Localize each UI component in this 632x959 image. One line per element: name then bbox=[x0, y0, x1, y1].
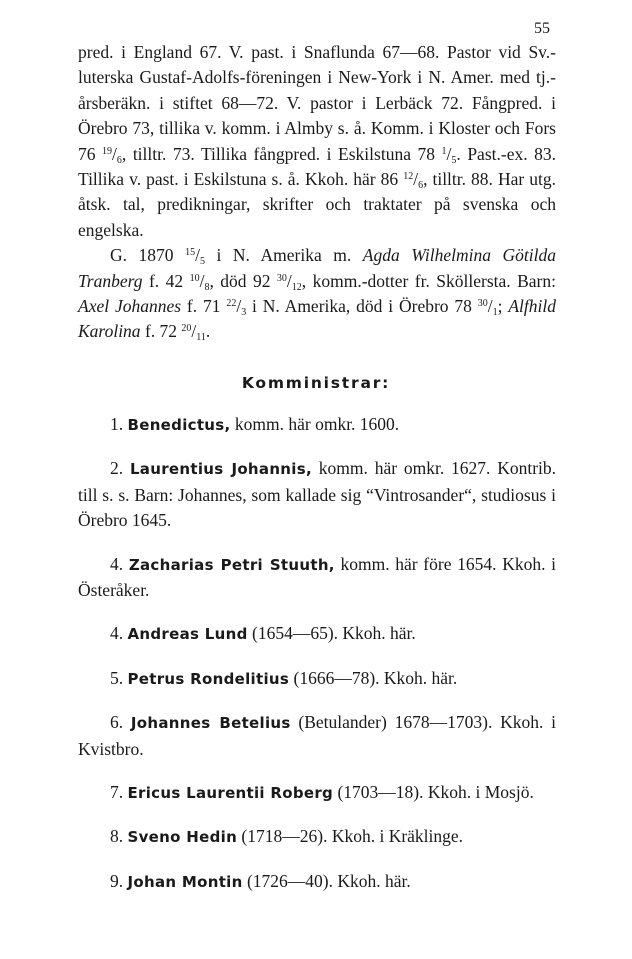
list-item: 4. Andreas Lund (1654—65). Kkoh. här. bbox=[110, 623, 416, 644]
person-name: Johan Montin bbox=[127, 872, 243, 891]
list-item: 6. Johannes Betelius (Betulander) 1678—1703). Kkoh. i Kvistbro. bbox=[78, 712, 556, 759]
section-heading: Komministrar: bbox=[241, 374, 391, 392]
person-name: Laurentius Johannis, bbox=[129, 460, 312, 479]
person-name: Johannes Betelius bbox=[130, 714, 291, 733]
biography-text bbox=[78, 40, 556, 345]
child-name: Alfhild Karolina bbox=[78, 296, 556, 342]
person-name: Petrus Rondelitius bbox=[127, 669, 290, 688]
person-name: Andreas Lund bbox=[127, 625, 248, 644]
biography-paragraph-family: G. 1870 $^{15}/_5$ i N. Amerika m. Agda Wilhelmina Götilda Tranberg f. 42 $^{10}/_8$, död 92 $^{30}/_{12}$, komm.-dotter fr. Sköllersta. Barn: Axel Johannes f. 71 $^{22}/_3$ i N. Amerika, död i Örebro 78 $^{30}/_1$; Alfhild Karolina f. 72 $^{20}/_{11}$. bbox=[78, 245, 557, 344]
list-item: 2. Laurentius Johannis, komm. här omkr. 1627. Kontrib. till s. s. Barn: Johannes, som kallade sig “Vintrosander“, studiosus i Örebro 1645. bbox=[78, 458, 557, 531]
list-item: 9. Johan Montin (1726—40). Kkoh. här. bbox=[110, 870, 411, 891]
list-item: 8. Sveno Hedin (1718—26). Kkoh. i Kräklinge. bbox=[110, 826, 464, 847]
list-item: 1. Benedictus, komm. här omkr. 1600. bbox=[110, 414, 400, 434]
spouse-name: Agda Wilhelmina Götilda Tranberg bbox=[78, 245, 556, 291]
person-name: Benedictus, bbox=[127, 416, 231, 434]
list-item: 5. Petrus Rondelitius (1666—78). Kkoh. här. bbox=[110, 667, 458, 688]
biography-paragraph-career: pred. i England 67. V. past. i Snaflunda 67—68. Pastor vid Sv.-luterska Gustaf-Adolfs-föreningen i New-York i N. Amer. med tj.-årsberäkn. i stiftet 68—72. V. pastor i Lerbäck 72. Fångpred. i Örebro 73, tillika v. komm. i Almby s. å. Komm. i Kloster och Fors 76 $^{19}/_6$, tilltr. 73. Tillika fångpred. i Eskilstuna 78 $^1/_5$. Past.-ex. 83. Tillika v. past. i Eskilstuna s. å. Kkoh. här 86 $^{12}/_6$, tilltr. 88. Har utg. åtsk. tal, predikningar, skrifter och traktater på svenska och engelska. bbox=[78, 42, 556, 240]
list-item: 4. Zacharias Petri Stuuth, komm. här före 1654. Kkoh. i Österåker. bbox=[78, 553, 557, 601]
person-name: Sveno Hedin bbox=[127, 828, 238, 847]
person-name: Ericus Laurentii Roberg bbox=[127, 784, 334, 803]
person-name: Zacharias Petri Stuuth, bbox=[128, 555, 335, 574]
list-item: 7. Ericus Laurentii Roberg (1703—18). Kkoh. i Mosjö. bbox=[110, 782, 534, 803]
child-name: Axel Johannes bbox=[78, 296, 182, 317]
page-number: 55 bbox=[534, 20, 550, 37]
komminister-list bbox=[78, 412, 556, 913]
